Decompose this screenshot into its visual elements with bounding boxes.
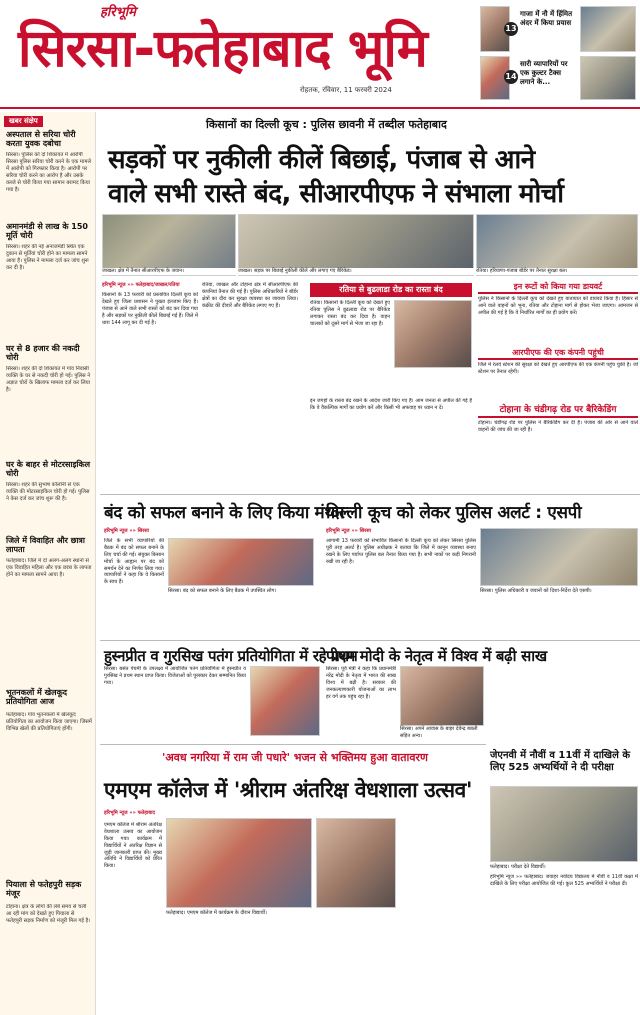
promo-photo-2b [580,56,636,100]
divider [100,494,640,495]
masthead [0,0,640,108]
jnv-caption: फतेहाबाद। परीक्षा देते विद्यार्थी। [490,864,638,871]
brief-headline[interactable]: भूतनकलों में खेलकूद प्रतियोगिता आज [6,688,67,707]
brief-body: टोहाना। क्षेत्र के लोगों की लंबे समय से चली आ रही मांग को देखते हुए पियाला से फतेहपुरी सड़क निर्माण को मंजूरी मिल गई है। [6,904,91,925]
mid-left-body-2 [168,598,314,638]
sidebar-tag: खबर संक्षेप [4,116,43,127]
mid-left-caption: सिरसा। बंद को सफल बनाने के लिए बैठक में उपस्थित लोग। [168,588,314,595]
mid-left-headline[interactable]: बंद को सफल बनाने के लिए किया मंथन [104,503,345,523]
mid-left-byline: हरिभूमि न्यूज »» सिरसा [104,528,149,534]
rpf-head[interactable]: आरपीएफ की एक कंपनी पहुंची [478,348,638,360]
brief-headline[interactable]: अस्पताल से सरिया चोरी करता युवक दबोचा [6,130,76,149]
brief-headline[interactable]: घर से 8 हजार की नकदी चोरी [6,344,80,363]
college-body: एमएम कॉलेज में श्रीराम अंतरिक्ष वेधशाला उत्सव का आयोजन किया गया। कार्यक्रम में विद्यार्थियों ने अंतरिक्ष विज्ञान से जुड़ी जानकारी प्राप्त की। मुख्य अतिथि ने विद्यार्थियों को प्रेरित किया। [104,822,162,870]
college-body-2 [166,922,486,1012]
kite-headline[interactable]: हुस्नप्रीत व गुरसिख पतंग प्रतियोगिता में रहे प्रथम [104,647,358,665]
brief-headline[interactable]: जिले में विवाहित और छात्रा लापता [6,536,85,555]
promo-photo-1b [580,6,636,52]
diversion-head[interactable]: इन रूटों को किया गया डायवर्ट [478,282,638,294]
divider [100,640,640,641]
lead-body-col-3-text: इन जगहों के रास्ता बंद रखने के आदेश जारी किए गए हैं। आम जनता से अपील की गई है कि वे वैकल्पिक मार्गों का प्रयोग करें और किसी भी अफवाह पर ध्यान न दें। [310,398,472,411]
lead-kicker: किसानों का दिल्ली कूच : पुलिस छावनी में तब्दील फतेहाबाद [206,118,447,131]
bhajan-strip[interactable]: 'अवध नगरिया में राम जी पधारे' भजन से भक्तिमय हुआ वातावरण [162,751,428,764]
dateline: रोहतक, रविवार, 11 फरवरी 2024 [300,86,392,94]
ratiya-box-head[interactable]: रतिया से बुढलाडा रोड का रास्ता बंद [310,283,472,297]
pm-photo [400,666,484,726]
rpf-body: जिले में रेलवे स्टेशन की सुरक्षा को देखते हुए आरपीएफ की एक कंपनी पहुंच चुकी है। जो स्टेशन पर तैनात रहेगी। [478,362,638,375]
pm-headline[interactable]: पीएम मोदी के नेतृत्व में विश्व में बढ़ी साख [326,647,547,665]
brief-body: सिरसा। शहर की सुभाष कॉलोनी से एक व्यक्ति की मोटरसाइकिल चोरी हो गई। पुलिस ने केस दर्ज कर जांच शुरू की है। [6,482,90,503]
brief-body: फतेहाबाद। गांव भूतनकलों में खेलकूद प्रतियोगिता का आयोजन किया जाएगा। जिसमें विभिन्न खेलों की प्रतियोगिताएं होंगी। [6,712,92,733]
mid-right-caption: सिरसा। पुलिस अधिकारी व जवानों को दिशा-निर्देश देते एसपी। [480,588,638,595]
brief-headline[interactable]: अमानमंडी से लाख के 150 मूर्ति चोरी [6,222,88,241]
brand-small: हरिभूमि [100,5,136,20]
divider [100,744,486,745]
mid-right-body: आगामी 13 फरवरी को संभावित किसानों के दिल्ली कूच को लेकर सिरसा पुलिस पूरी तरह अलर्ट है। पुलिस अधीक्षक ने बताया कि जिले में कानून व्यवस्था बनाए रखने के लिए पर्याप्त पुलिस बल तैनात किया गया है। सभी नाकों पर कड़ी निगरानी रखी जा रही है। [326,538,476,565]
college-photo-2 [316,818,396,908]
college-photo-1 [166,818,312,908]
newspaper-title: सिरसा-फतेहाबाद भूमि [18,19,427,79]
promo-number-2: 14 [504,70,518,84]
lead-photo-3 [476,214,638,276]
brief-body: फतेहाबाद। जिले में दो अलग-अलग स्थानों से एक विवाहित महिला और एक छात्रा के लापता होने का मामला सामने आया है। [6,558,92,579]
mid-left-photo [168,538,314,586]
brief-body: सिरसा। शहर की दो शिकायत में गांव निवासी व्यक्ति के घर से नकदी चोरी हो गई। पुलिस ने अज्ञात चोरों के खिलाफ मामला दर्ज कर लिया है। [6,366,91,394]
diversion-body: पुलिस ने किसानों के दिल्ली कूच को देखते हुए यातायात को डायवर्ट किया है। हिसार से आने वाले वाहनों को भूना, रतिया और टोहाना मार्ग से होकर भेजा जाएगा। आमजन से अपील की गई है कि वे निर्धारित मार्गों का ही प्रयोग करें। [478,296,638,316]
lead-caption-2: जाखल। सड़क पर बिछाई नुकीली कीलें और लगाए गए बैरिकेड। [238,268,474,275]
lead-caption-3: रतिया। हरियाणा-पंजाब बॉर्डर पर तैनात सुरक्षा बल। [476,268,638,275]
lead-body-col-1: किसानों के 13 फरवरी को प्रस्तावित दिल्ली कूच को देखते हुए जिला प्रशासन ने पुख्ता इंतजाम किए हैं। पंजाब से आने वाले सभी रास्तों को बंद कर दिया गया है और सड़कों पर नुकीली कीलें बिछाई गई हैं। जिले में धारा 144 लागू कर दी गई है। [102,292,198,326]
pm-caption: सिरसा। अपने आवास के बाहर देवेन्द्र बबली सहित अन्य। [400,726,484,740]
kite-body: सिरसा। बसंत पंचमी के उपलक्ष्य में आयोजित पतंग प्रतियोगिता में हुस्नप्रीत व गुरसिख ने प्रथम स्थान प्राप्त किया। विजेताओं को पुरस्कार देकर सम्मानित किया गया। [104,666,246,686]
mid-right-photo [480,528,638,586]
promo-text-1[interactable]: गाजा मेंं नौ में हिंमित अंदर में किया प्रयास [520,10,573,27]
mid-right-headline[interactable]: दिल्ली कूच को लेकर पुलिस अलर्ट : एसपी [326,503,582,523]
tohana-body: टोहाना। चंडीगढ़ रोड पर पुलिस ने बैरिकेडिंग कर दी है। पंजाब की ओर से आने वाले वाहनों की जांच की जा रही है। [478,420,638,433]
masthead-rule [0,107,640,109]
brief-body: सिरसा। शहर की नई अनाजमंडी स्थित एक दुकान से मूर्तियां चोरी होने का मामला सामने आया है। पुलिस ने मामला दर्ज कर जांच शुरू कर दी है। [6,244,89,272]
pm-body: सिरसा। पूर्व मंत्री ने कहा कि प्रधानमंत्री नरेंद्र मोदी के नेतृत्व में भारत की साख विश्व में बढ़ी है। सरकार की जनकल्याणकारी योजनाओं का लाभ हर वर्ग तक पहुंच रहा है। [326,666,396,700]
lead-photo-2 [238,214,474,276]
ratiya-box-photo [394,300,472,368]
jnv-body: हरिभूमि न्यूज »» फतेहाबाद। जवाहर नवोदय विद्यालय में नौवीं व 11वीं कक्षा में दाखिले के लिए परीक्षा आयोजित की गई। कुल 525 अभ्यर्थियों ने परीक्षा दी। [490,874,638,887]
lead-photo-1 [102,214,236,276]
lead-body-col-2: रतिया, जाखल और टोहाना क्षेत्र में सीआरपीएफ की कंपनियां तैनात की गई हैं। पुलिस अधिकारियों ने बॉर्डर क्षेत्रों का दौरा कर सुरक्षा व्यवस्था का जायजा लिया। कंक्रीट की दीवारें और बैरिकेड लगाए गए हैं। [202,282,298,309]
brief-headline[interactable]: घर के बाहर से मोटरसाइकिल चोरी [6,460,91,479]
mid-right-byline: हरिभूमि न्यूज »» सिरसा [326,528,371,534]
promo-number-1: 13 [504,22,518,36]
brief-body: सिरसा। पुलिस को दो शिकायत में आरोपी सिरसा पुलिस सरिया चोरी करने के एक मामले में आरोपी को गिरफ्तार किया है। आरोपी पर सरिया चोरी करने का आरोप है और उसके कब्जे से चोरी किया गया सामान बरामद किया गया है। [6,152,91,194]
ratiya-box-body: रतिया। किसानों के दिल्ली कूच को देखते हुए रतिया पुलिस ने बुढलाडा रोड पर बैरिकेड लगाकर रास्ता बंद कर दिया है। वाहन चालकों को दूसरे मार्ग से भेजा जा रहा है। [310,300,390,327]
mid-left-body: जिले के सभी व्यापारियों की बैठक में बंद को सफल बनाने के लिए चर्चा की गई। संयुक्त किसान मोर्चा के आह्वान पर बंद को समर्थन देने का निर्णय लिया गया। व्यापारियों ने कहा कि वे किसानों के साथ हैं। [104,538,164,586]
jnv-photo [490,786,638,862]
lead-caption-1: जाखल। क्षेत्र में तैनात सीआरपीएफ के जवान। [102,268,236,275]
college-headline[interactable]: एमएम कॉलेज में 'श्रीराम अंतरिक्ष वेधशाला उत्सव' [104,778,472,802]
lead-headline-line-1[interactable]: सड़कों पर नुकीली कीलें बिछाई, पंजाब से आने [108,145,535,175]
college-caption: फतेहाबाद। एमएम कॉलेज में कार्यक्रम के दौरान विद्यार्थी। [166,910,396,917]
college-byline: हरिभूमि न्यूज »» फतेहाबाद [104,810,156,816]
lead-byline: हरिभूमि न्यूज »» फतेहाबाद/जाखल/रतिया [102,282,180,288]
brief-headline[interactable]: पियाला से फतेहपुरी सड़क मंजूर [6,880,82,899]
kite-photo [250,666,320,736]
tohana-head[interactable]: टोहाना के चंडीगढ़ रोड पर बैरिकेडिंग [478,404,638,418]
lead-headline-line-2[interactable]: वाले सभी रास्ते बंद, सीआरपीएफ ने संभाला मोर्चा [108,179,564,209]
jnv-headline[interactable]: जेएनवी में नौवीं व 11वीं में दाखिले के लिए 525 अभ्यर्थियों ने दी परीक्षा [490,750,631,773]
promo-text-2[interactable]: सारी व्यापारियों पर एक कुल्टर टैक्स लगाने के... [520,60,568,86]
